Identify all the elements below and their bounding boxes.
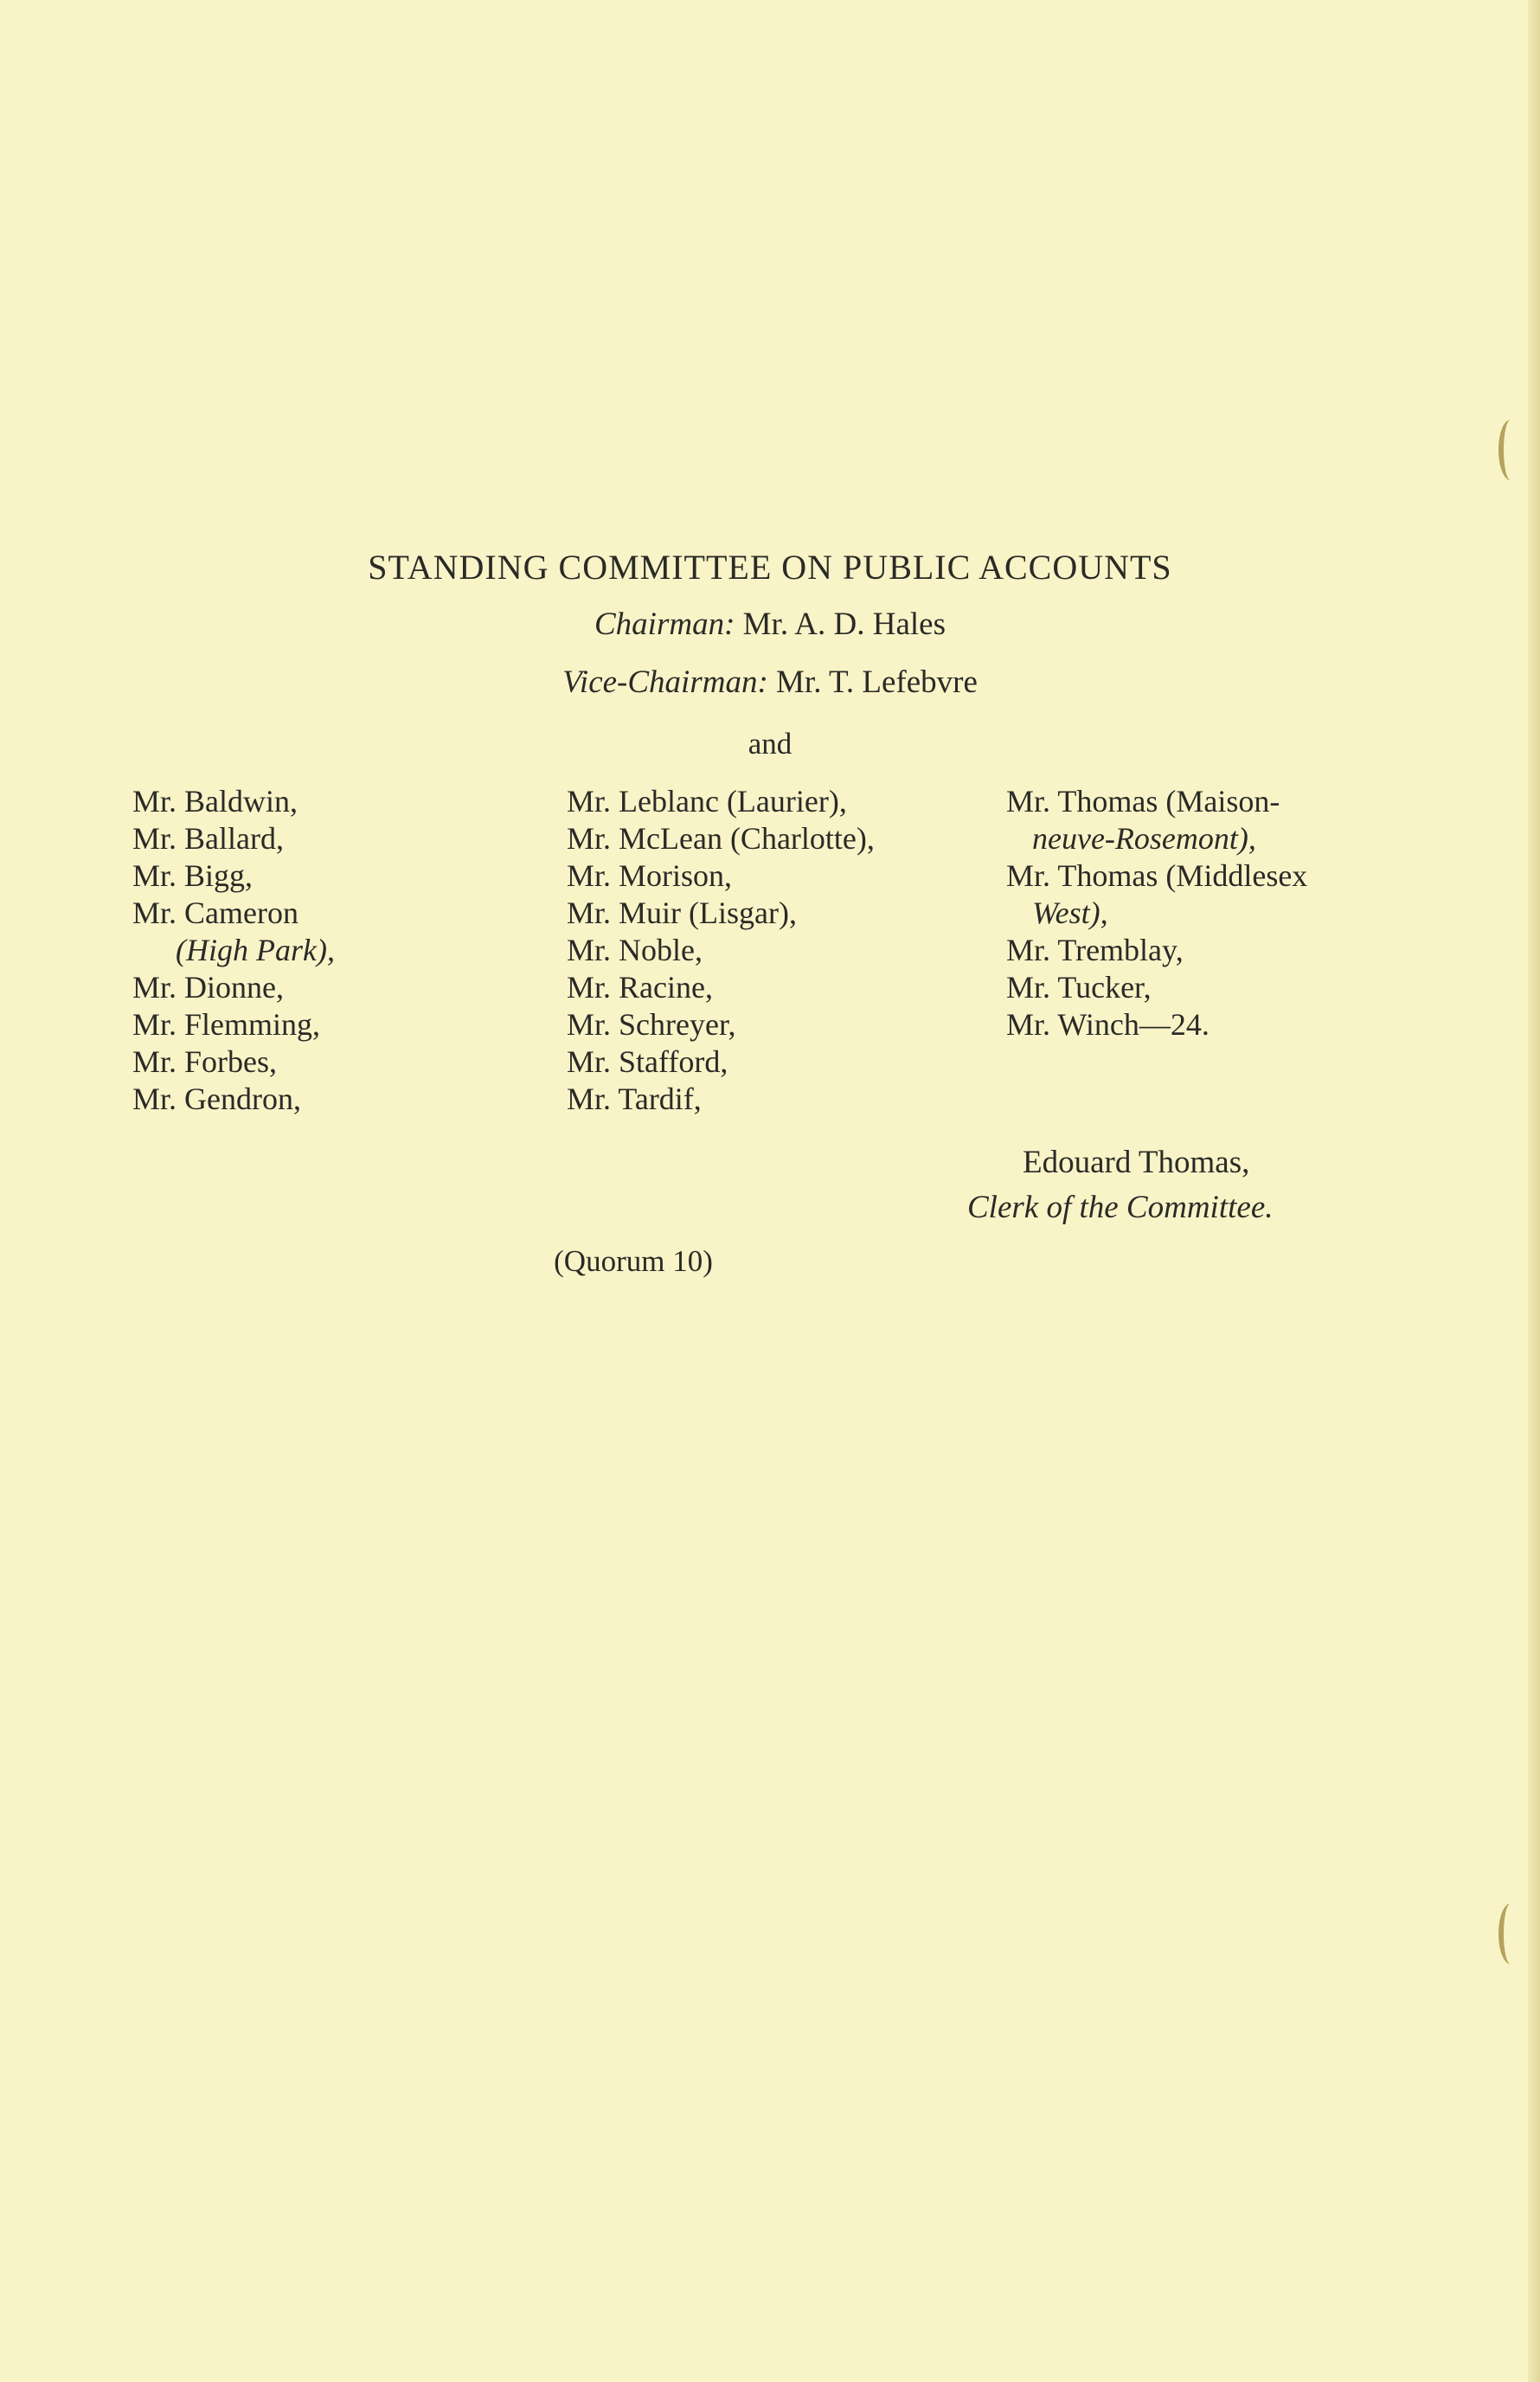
member-entry: Mr. Noble, <box>567 933 703 967</box>
member-entry: Mr. Muir (Lisgar), <box>567 896 797 930</box>
member-entry: Mr. Dionne, <box>132 970 284 1005</box>
member-entry-continuation: (High Park), <box>176 933 335 967</box>
chairman-line <box>0 606 1540 643</box>
member-entry: Mr. Tucker, <box>1006 970 1152 1005</box>
committee-title: STANDING COMMITTEE ON PUBLIC ACCOUNTS <box>368 548 1172 587</box>
member-entry: Mr. Cameron <box>132 896 298 930</box>
binding-mark <box>1498 1904 1523 1964</box>
member-entry: Mr. Baldwin, <box>132 784 298 819</box>
members-column-1 <box>132 783 335 1118</box>
member-entry: Mr. McLean (Charlotte), <box>567 821 875 856</box>
member-entry: Mr. Tardif, <box>567 1082 702 1116</box>
vice-chairman-line <box>0 664 1540 701</box>
member-entry: Mr. Schreyer, <box>567 1007 736 1042</box>
chairman-label: Chairman: <box>594 607 735 642</box>
binding-mark <box>1498 420 1523 480</box>
member-entry: Mr. Tremblay, <box>1006 933 1184 967</box>
member-entry: Mr. Thomas (Maison- <box>1006 784 1280 819</box>
member-entry: Mr. Bigg, <box>132 858 253 893</box>
page-edge <box>1528 0 1540 2382</box>
member-entry: Mr. Flemming, <box>132 1007 321 1042</box>
member-entry: Mr. Racine, <box>567 970 713 1005</box>
member-entry-continuation: neuve-Rosemont), <box>1032 821 1256 856</box>
members-column-3 <box>1006 783 1307 1043</box>
member-entry: Mr. Stafford, <box>567 1044 728 1079</box>
member-entry: Mr. Morison, <box>567 858 733 893</box>
vice-chairman-name: Mr. T. Lefebvre <box>776 665 978 700</box>
member-entry: Mr. Forbes, <box>132 1044 278 1079</box>
member-entry: Mr. Leblanc (Laurier), <box>567 784 847 819</box>
members-column-2 <box>567 783 875 1118</box>
member-entry: Mr. Winch—24. <box>1006 1007 1210 1042</box>
vice-chairman-label: Vice-Chairman: <box>562 665 768 700</box>
and-separator: and <box>748 727 792 761</box>
clerk-name: Edouard Thomas, <box>1023 1145 1250 1180</box>
member-entry: Mr. Ballard, <box>132 821 284 856</box>
member-entry-continuation: West), <box>1032 896 1108 930</box>
chairman-name: Mr. A. D. Hales <box>742 607 946 642</box>
quorum-text: (Quorum 10) <box>554 1244 713 1278</box>
member-entry: Mr. Thomas (Middlesex <box>1006 858 1308 893</box>
quorum-note <box>0 1244 1540 1279</box>
clerk-title: Clerk of the Committee. <box>967 1190 1274 1225</box>
member-entry: Mr. Gendron, <box>132 1082 301 1116</box>
